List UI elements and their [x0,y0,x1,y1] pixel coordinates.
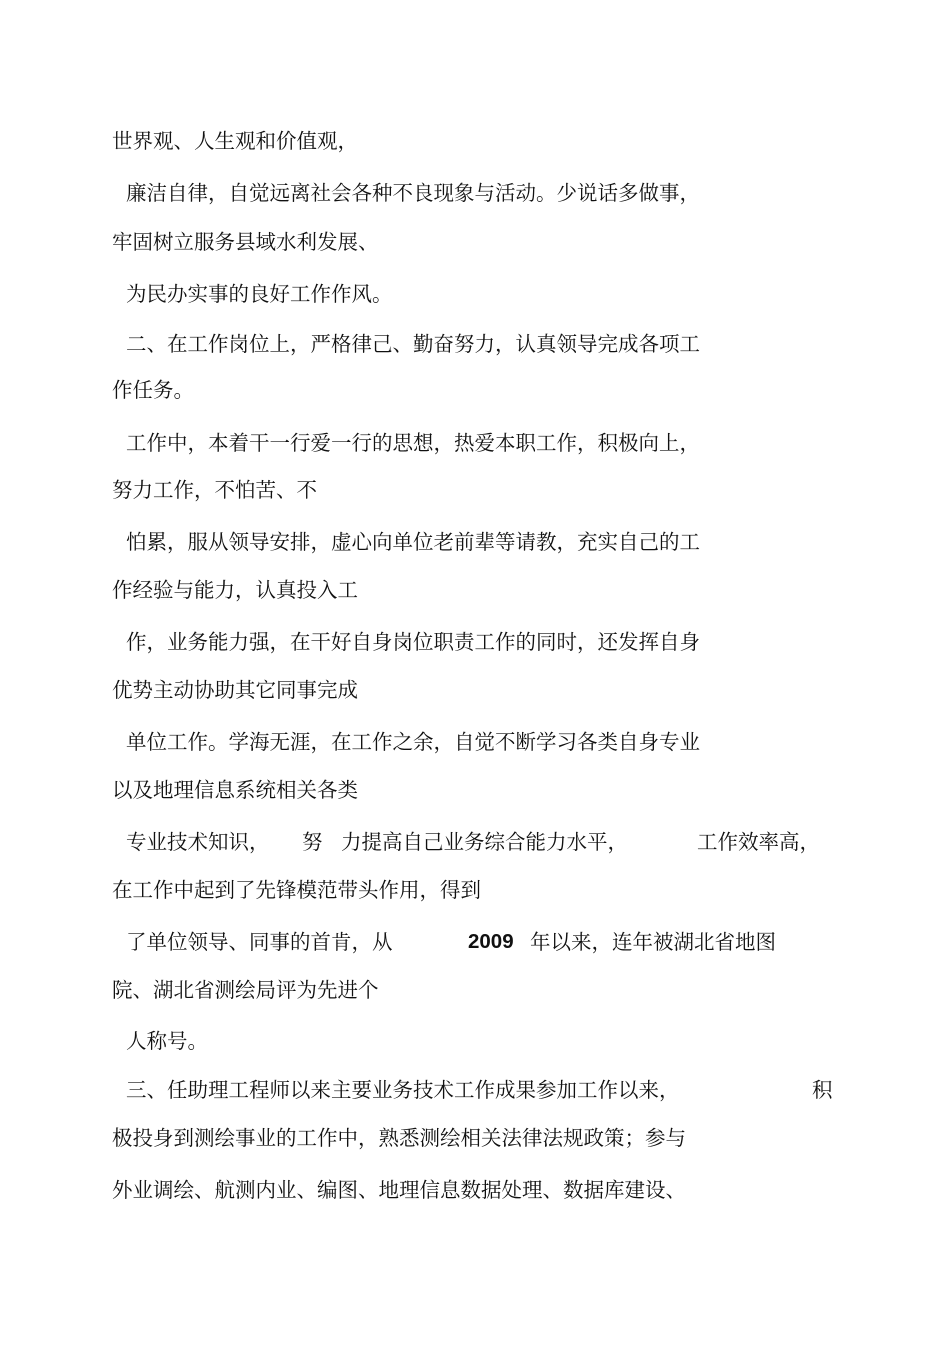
text-line [0,1076,950,1104]
text-line: 作经验与能力，认真投入工 [112,578,358,602]
text-line: 在工作中起到了先锋模范带头作用，得到 [112,878,481,902]
text-segment: 努 [302,830,323,854]
text-segment: 积 [812,1078,833,1102]
text-line: 以及地理信息系统相关各类 [112,778,358,802]
text-line: 为民办实事的良好工作作风。 [126,282,393,306]
text-segment: 三、任助理工程师以来主要业务技术工作成果参加工作以来， [126,1078,680,1102]
text-line: 单位工作。学海无涯，在工作之余，自觉不断学习各类自身专业 [126,730,700,754]
text-line: 优势主动协助其它同事完成 [112,678,358,702]
text-line: 世界观、人生观和价值观， [112,129,358,153]
text-line: 极投身到测绘事业的工作中，熟悉测绘相关法律法规政策；参与 [112,1126,686,1150]
text-line: 廉洁自律，自觉远离社会各种不良现象与活动。少说话多做事， [126,181,700,205]
text-line: 人称号。 [126,1029,208,1053]
text-line [0,928,950,956]
text-line [0,828,950,856]
text-line: 二、在工作岗位上，严格律己、勤奋努力，认真领导完成各项工 [126,332,700,356]
text-line: 牢固树立服务县域水利发展、 [112,230,379,254]
text-segment: 力提高自己业务综合能力水平， [341,830,628,854]
text-segment: 了单位领导、同事的首肯，从 [126,930,393,954]
text-line: 怕累，服从领导安排，虚心向单位老前辈等请教，充实自己的工 [126,530,700,554]
text-line: 努力工作，不怕苦、不 [112,478,317,502]
text-line: 作，业务能力强，在干好自身岗位职责工作的同时，还发挥自身 [126,630,700,654]
text-segment: 专业技术知识， [126,830,270,854]
year-number: 2009 [468,930,514,953]
text-line: 外业调绘、航测内业、编图、地理信息数据处理、数据库建设、 [112,1178,686,1202]
text-segment: 工作效率高， [697,830,820,854]
text-line: 作任务。 [112,378,194,402]
text-segment: 年以来，连年被湖北省地图 [530,930,776,954]
text-line: 院、湖北省测绘局评为先进个 [112,978,379,1002]
text-line: 工作中，本着干一行爱一行的思想，热爱本职工作，积极向上， [126,431,700,455]
